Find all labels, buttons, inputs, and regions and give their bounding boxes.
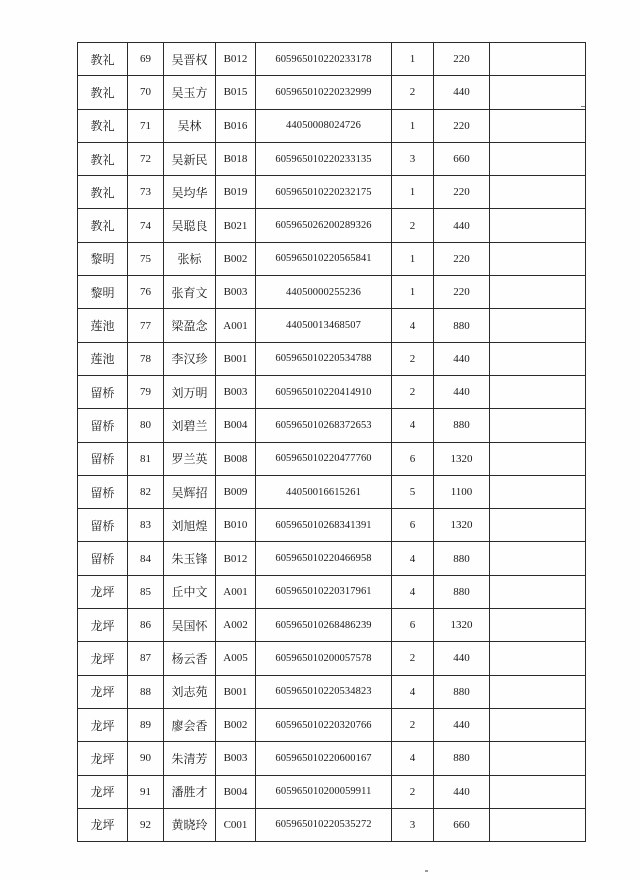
note-cell <box>490 109 586 142</box>
note-cell <box>490 575 586 608</box>
table-row <box>78 609 586 642</box>
town-cell: 教礼 <box>78 142 128 175</box>
note-cell <box>490 609 586 642</box>
name-cell: 朱清芳 <box>164 742 216 775</box>
town-cell: 龙坪 <box>78 775 128 808</box>
sequence-cell: 90 <box>128 742 164 775</box>
code-cell: A001 <box>216 309 256 342</box>
table-row <box>78 76 586 109</box>
table-row <box>78 176 586 209</box>
name-cell: 刘碧兰 <box>164 409 216 442</box>
note-cell <box>490 742 586 775</box>
table-row <box>78 109 586 142</box>
note-cell <box>490 475 586 508</box>
quantity-cell: 1 <box>392 176 434 209</box>
quantity-cell: 2 <box>392 375 434 408</box>
name-cell: 刘旭煌 <box>164 509 216 542</box>
note-cell <box>490 276 586 309</box>
sequence-cell: 76 <box>128 276 164 309</box>
amount-cell: 440 <box>434 342 490 375</box>
code-cell: B003 <box>216 276 256 309</box>
note-cell <box>490 808 586 841</box>
town-cell: 教礼 <box>78 43 128 76</box>
note-cell <box>490 242 586 275</box>
town-cell: 龙坪 <box>78 642 128 675</box>
amount-cell: 220 <box>434 242 490 275</box>
table-row <box>78 375 586 408</box>
account-number-cell: 605965010220565841 <box>256 242 392 275</box>
note-cell <box>490 509 586 542</box>
town-cell: 莲池 <box>78 342 128 375</box>
code-cell: B021 <box>216 209 256 242</box>
name-cell: 吴玉方 <box>164 76 216 109</box>
town-cell: 教礼 <box>78 76 128 109</box>
code-cell: B008 <box>216 442 256 475</box>
code-cell: B001 <box>216 675 256 708</box>
account-number-cell: 605965010268341391 <box>256 509 392 542</box>
quantity-cell: 6 <box>392 609 434 642</box>
town-cell: 留桥 <box>78 409 128 442</box>
quantity-cell: 2 <box>392 209 434 242</box>
sequence-cell: 91 <box>128 775 164 808</box>
name-cell: 梁盈念 <box>164 309 216 342</box>
code-cell: B009 <box>216 475 256 508</box>
code-cell: B012 <box>216 542 256 575</box>
account-number-cell: 605965010220233178 <box>256 43 392 76</box>
sequence-cell: 88 <box>128 675 164 708</box>
account-number-cell: 605965026200289326 <box>256 209 392 242</box>
town-cell: 留桥 <box>78 375 128 408</box>
name-cell: 吴晋权 <box>164 43 216 76</box>
account-number-cell: 605965010268372653 <box>256 409 392 442</box>
quantity-cell: 2 <box>392 642 434 675</box>
name-cell: 杨云香 <box>164 642 216 675</box>
sequence-cell: 75 <box>128 242 164 275</box>
code-cell: B018 <box>216 142 256 175</box>
table-row <box>78 142 586 175</box>
table-row <box>78 708 586 741</box>
code-cell: B001 <box>216 342 256 375</box>
town-cell: 莲池 <box>78 309 128 342</box>
payment-table <box>77 42 586 842</box>
code-cell: B016 <box>216 109 256 142</box>
note-cell <box>490 342 586 375</box>
scan-edge-mark <box>581 106 585 107</box>
name-cell: 张育文 <box>164 276 216 309</box>
name-cell: 吴国怀 <box>164 609 216 642</box>
quantity-cell: 5 <box>392 475 434 508</box>
town-cell: 教礼 <box>78 176 128 209</box>
table-row <box>78 43 586 76</box>
amount-cell: 440 <box>434 775 490 808</box>
table-row <box>78 442 586 475</box>
account-number-cell: 605965010220232999 <box>256 76 392 109</box>
quantity-cell: 2 <box>392 76 434 109</box>
amount-cell: 880 <box>434 309 490 342</box>
name-cell: 廖会香 <box>164 708 216 741</box>
code-cell: B002 <box>216 242 256 275</box>
town-cell: 龙坪 <box>78 575 128 608</box>
table-row <box>78 309 586 342</box>
account-number-cell: 605965010220317961 <box>256 575 392 608</box>
account-number-cell: 44050000255236 <box>256 276 392 309</box>
table-row <box>78 242 586 275</box>
account-number-cell: 44050013468507 <box>256 309 392 342</box>
account-number-cell: 44050016615261 <box>256 475 392 508</box>
quantity-cell: 4 <box>392 409 434 442</box>
account-number-cell: 605965010220466958 <box>256 542 392 575</box>
amount-cell: 880 <box>434 575 490 608</box>
sequence-cell: 72 <box>128 142 164 175</box>
quantity-cell: 2 <box>392 708 434 741</box>
name-cell: 吴辉招 <box>164 475 216 508</box>
sequence-cell: 80 <box>128 409 164 442</box>
amount-cell: 660 <box>434 808 490 841</box>
account-number-cell: 605965010220534823 <box>256 675 392 708</box>
note-cell <box>490 708 586 741</box>
town-cell: 黎明 <box>78 242 128 275</box>
code-cell: B003 <box>216 375 256 408</box>
amount-cell: 1320 <box>434 609 490 642</box>
account-number-cell: 44050008024726 <box>256 109 392 142</box>
sequence-cell: 82 <box>128 475 164 508</box>
table-row <box>78 276 586 309</box>
code-cell: A001 <box>216 575 256 608</box>
note-cell <box>490 409 586 442</box>
name-cell: 吴林 <box>164 109 216 142</box>
account-number-cell: 605965010220600167 <box>256 742 392 775</box>
name-cell: 黄晓玲 <box>164 808 216 841</box>
name-cell: 吴均华 <box>164 176 216 209</box>
note-cell <box>490 775 586 808</box>
name-cell: 吴聪良 <box>164 209 216 242</box>
code-cell: B010 <box>216 509 256 542</box>
name-cell: 朱玉锋 <box>164 542 216 575</box>
code-cell: B015 <box>216 76 256 109</box>
town-cell: 教礼 <box>78 209 128 242</box>
code-cell: A002 <box>216 609 256 642</box>
table-body <box>78 43 586 842</box>
quantity-cell: 4 <box>392 575 434 608</box>
table-row <box>78 575 586 608</box>
town-cell: 龙坪 <box>78 675 128 708</box>
sequence-cell: 74 <box>128 209 164 242</box>
amount-cell: 220 <box>434 109 490 142</box>
amount-cell: 880 <box>434 542 490 575</box>
table-row <box>78 808 586 841</box>
account-number-cell: 605965010220477760 <box>256 442 392 475</box>
sequence-cell: 77 <box>128 309 164 342</box>
name-cell: 吴新民 <box>164 142 216 175</box>
town-cell: 留桥 <box>78 509 128 542</box>
quantity-cell: 4 <box>392 742 434 775</box>
note-cell <box>490 542 586 575</box>
quantity-cell: 1 <box>392 109 434 142</box>
town-cell: 龙坪 <box>78 609 128 642</box>
amount-cell: 880 <box>434 409 490 442</box>
table-row <box>78 642 586 675</box>
name-cell: 张标 <box>164 242 216 275</box>
quantity-cell: 6 <box>392 509 434 542</box>
account-number-cell: 605965010220535272 <box>256 808 392 841</box>
account-number-cell: 605965010220232175 <box>256 176 392 209</box>
amount-cell: 220 <box>434 43 490 76</box>
code-cell: B012 <box>216 43 256 76</box>
note-cell <box>490 642 586 675</box>
sequence-cell: 79 <box>128 375 164 408</box>
table-row <box>78 742 586 775</box>
code-cell: B019 <box>216 176 256 209</box>
note-cell <box>490 675 586 708</box>
quantity-cell: 1 <box>392 43 434 76</box>
sequence-cell: 85 <box>128 575 164 608</box>
sequence-cell: 86 <box>128 609 164 642</box>
note-cell <box>490 43 586 76</box>
account-number-cell: 605965010220534788 <box>256 342 392 375</box>
sequence-cell: 70 <box>128 76 164 109</box>
account-number-cell: 605965010220414910 <box>256 375 392 408</box>
sequence-cell: 84 <box>128 542 164 575</box>
account-number-cell: 605965010200057578 <box>256 642 392 675</box>
name-cell: 刘志苑 <box>164 675 216 708</box>
note-cell <box>490 375 586 408</box>
town-cell: 教礼 <box>78 109 128 142</box>
note-cell <box>490 209 586 242</box>
account-number-cell: 605965010220320766 <box>256 708 392 741</box>
table-row <box>78 675 586 708</box>
note-cell <box>490 176 586 209</box>
quantity-cell: 6 <box>392 442 434 475</box>
code-cell: B002 <box>216 708 256 741</box>
name-cell: 刘万明 <box>164 375 216 408</box>
note-cell <box>490 442 586 475</box>
amount-cell: 440 <box>434 76 490 109</box>
quantity-cell: 2 <box>392 775 434 808</box>
quantity-cell: 1 <box>392 276 434 309</box>
sequence-cell: 73 <box>128 176 164 209</box>
table-row <box>78 209 586 242</box>
table-row <box>78 542 586 575</box>
amount-cell: 220 <box>434 276 490 309</box>
name-cell: 潘胜才 <box>164 775 216 808</box>
quantity-cell: 4 <box>392 309 434 342</box>
sequence-cell: 87 <box>128 642 164 675</box>
amount-cell: 880 <box>434 675 490 708</box>
town-cell: 龙坪 <box>78 742 128 775</box>
sequence-cell: 71 <box>128 109 164 142</box>
code-cell: B003 <box>216 742 256 775</box>
quantity-cell: 3 <box>392 142 434 175</box>
name-cell: 罗兰英 <box>164 442 216 475</box>
sequence-cell: 69 <box>128 43 164 76</box>
code-cell: C001 <box>216 808 256 841</box>
sequence-cell: 92 <box>128 808 164 841</box>
table-row <box>78 475 586 508</box>
sequence-cell: 78 <box>128 342 164 375</box>
quantity-cell: 3 <box>392 808 434 841</box>
sequence-cell: 83 <box>128 509 164 542</box>
note-cell <box>490 142 586 175</box>
sequence-cell: 81 <box>128 442 164 475</box>
code-cell: A005 <box>216 642 256 675</box>
quantity-cell: 4 <box>392 675 434 708</box>
code-cell: B004 <box>216 775 256 808</box>
name-cell: 李汉珍 <box>164 342 216 375</box>
amount-cell: 440 <box>434 209 490 242</box>
amount-cell: 220 <box>434 176 490 209</box>
town-cell: 龙坪 <box>78 808 128 841</box>
account-number-cell: 605965010220233135 <box>256 142 392 175</box>
account-number-cell: 605965010200059911 <box>256 775 392 808</box>
town-cell: 黎明 <box>78 276 128 309</box>
name-cell: 丘中文 <box>164 575 216 608</box>
scan-dust-mark <box>425 870 428 872</box>
account-number-cell: 605965010268486239 <box>256 609 392 642</box>
quantity-cell: 2 <box>392 342 434 375</box>
quantity-cell: 4 <box>392 542 434 575</box>
note-cell <box>490 309 586 342</box>
town-cell: 留桥 <box>78 475 128 508</box>
town-cell: 留桥 <box>78 542 128 575</box>
quantity-cell: 1 <box>392 242 434 275</box>
amount-cell: 1100 <box>434 475 490 508</box>
town-cell: 龙坪 <box>78 708 128 741</box>
amount-cell: 440 <box>434 708 490 741</box>
amount-cell: 1320 <box>434 509 490 542</box>
table-row <box>78 342 586 375</box>
sequence-cell: 89 <box>128 708 164 741</box>
note-cell <box>490 76 586 109</box>
amount-cell: 660 <box>434 142 490 175</box>
amount-cell: 440 <box>434 375 490 408</box>
table-row <box>78 509 586 542</box>
code-cell: B004 <box>216 409 256 442</box>
table-row <box>78 409 586 442</box>
amount-cell: 440 <box>434 642 490 675</box>
town-cell: 留桥 <box>78 442 128 475</box>
amount-cell: 1320 <box>434 442 490 475</box>
table-row <box>78 775 586 808</box>
amount-cell: 880 <box>434 742 490 775</box>
